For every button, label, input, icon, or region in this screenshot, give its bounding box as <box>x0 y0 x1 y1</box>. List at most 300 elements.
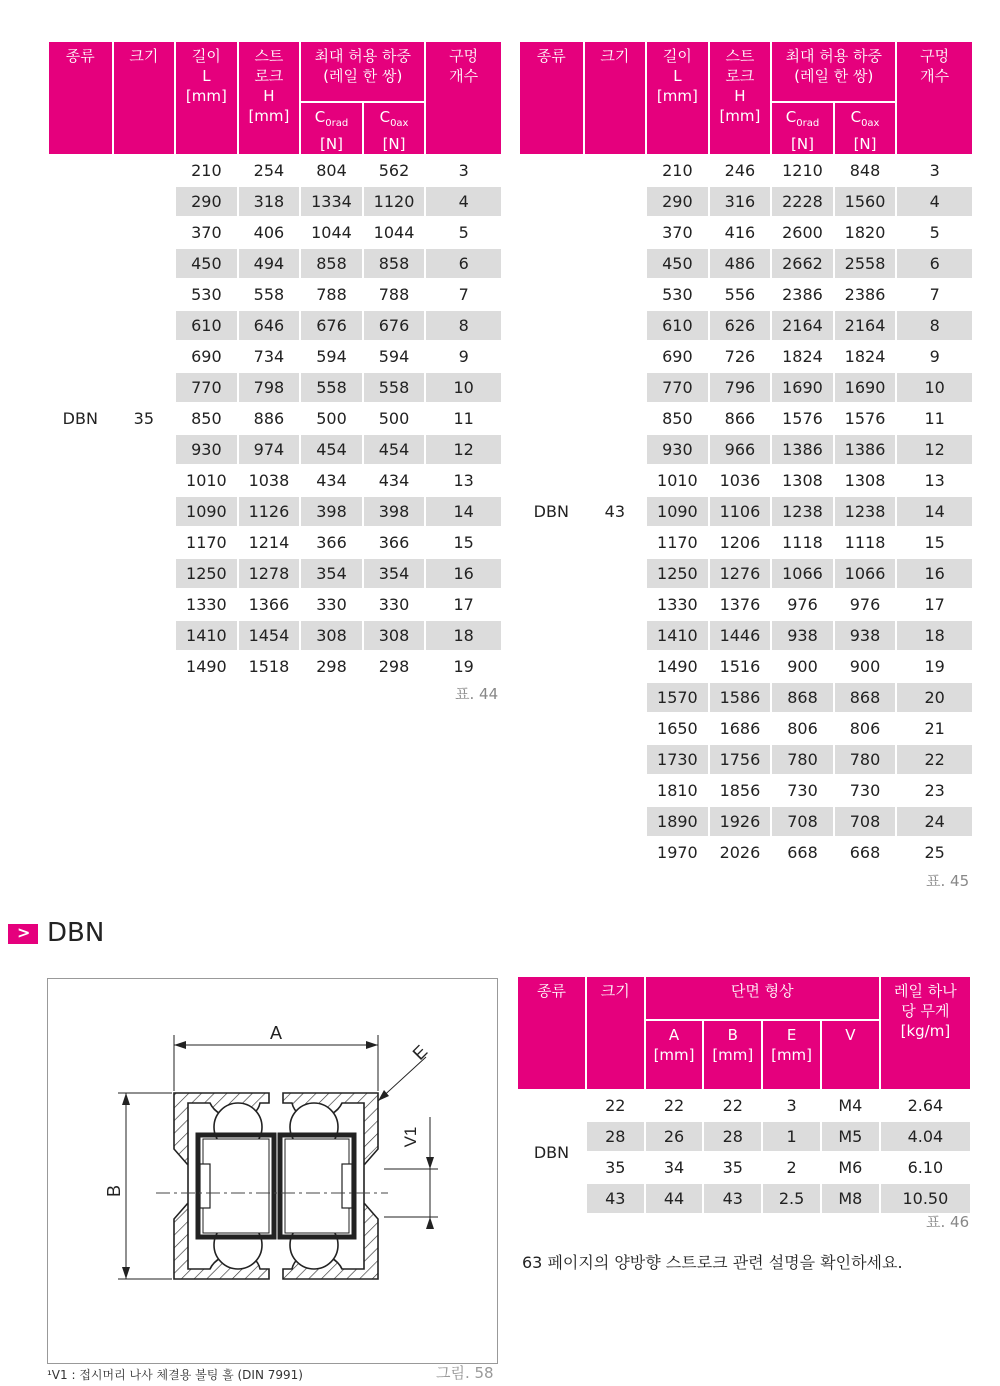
header-c0rad <box>772 103 833 154</box>
table-cell: 788 <box>364 280 425 309</box>
header-stroke-line: 로크 <box>725 67 755 85</box>
table-cell: 1366 <box>239 590 300 619</box>
header-type: 종류 <box>49 42 112 154</box>
header-stroke-line: [mm] <box>719 107 761 125</box>
header-length-line: L <box>202 67 211 85</box>
table-cell: 20 <box>897 683 972 712</box>
c-letter: C <box>379 108 391 126</box>
table-cell: M5 <box>822 1122 879 1151</box>
table-cell: 11 <box>897 404 972 433</box>
header-stroke-line: H <box>263 87 275 105</box>
header-holes <box>426 42 501 154</box>
table-cell: 318 <box>239 187 300 216</box>
table-cell: 1730 <box>647 745 708 774</box>
header-holes-line: 개수 <box>449 67 479 85</box>
table-cell: 1446 <box>710 621 771 650</box>
table-cell: 1090 <box>176 497 237 526</box>
table-cell: 1650 <box>647 714 708 743</box>
header-length-line: L <box>673 67 682 85</box>
table-cell: 1038 <box>239 466 300 495</box>
table-cell: 1376 <box>710 590 771 619</box>
header-load <box>301 42 424 101</box>
table-cell: 22 <box>704 1091 761 1120</box>
table-cell: M6 <box>822 1153 879 1182</box>
header-size: 크기 <box>587 977 644 1089</box>
header-c0ax-symbol <box>837 107 894 134</box>
table-cell: 1250 <box>176 559 237 588</box>
header-b-line: B <box>727 1025 738 1044</box>
header-holes-line: 구멍 <box>449 47 479 65</box>
table-cell: 330 <box>364 590 425 619</box>
header-c0ax-unit: [N] <box>382 135 406 153</box>
table-cell: 866 <box>710 404 771 433</box>
table-cell: 2164 <box>772 311 833 340</box>
table-cell: 1820 <box>835 218 896 247</box>
table-cell: 4 <box>897 187 972 216</box>
header-size: 크기 <box>585 42 646 154</box>
header-length-line: 길이 <box>662 47 692 65</box>
table-cell: 1036 <box>710 466 771 495</box>
table-cell: 938 <box>835 621 896 650</box>
header-c0ax-unit: [N] <box>853 135 877 153</box>
subscript: 0rad <box>796 118 820 129</box>
table-cell: 2662 <box>772 249 833 278</box>
header-length <box>647 42 708 154</box>
table-cell: 9 <box>426 342 501 371</box>
table-cell: 298 <box>301 652 362 681</box>
table-cell: 23 <box>897 776 972 805</box>
table-cell: 858 <box>301 249 362 278</box>
header-stroke <box>239 42 300 154</box>
table-cell: 450 <box>176 249 237 278</box>
table-cell: 8 <box>426 311 501 340</box>
table-cell: 1118 <box>772 528 833 557</box>
table-cell: 1824 <box>772 342 833 371</box>
table-cell: 1106 <box>710 497 771 526</box>
table-cell: 1126 <box>239 497 300 526</box>
table-cell: 330 <box>301 590 362 619</box>
table-cell: 6 <box>897 249 972 278</box>
dim-v1-label: V1 <box>401 1126 420 1148</box>
table-cell: 780 <box>835 745 896 774</box>
table-cell: 1206 <box>710 528 771 557</box>
table-cell: 5 <box>426 218 501 247</box>
table-cell: 900 <box>772 652 833 681</box>
chevron-right-icon: > <box>17 923 31 942</box>
table-cell: 2228 <box>772 187 833 216</box>
table-cell: 1066 <box>835 559 896 588</box>
table-cell: 974 <box>239 435 300 464</box>
table-cell: 2026 <box>710 838 771 867</box>
table-cell: 1066 <box>772 559 833 588</box>
table-cell: 668 <box>835 838 896 867</box>
table-cell: 900 <box>835 652 896 681</box>
table-cell: 770 <box>647 373 708 402</box>
table-cell: 500 <box>301 404 362 433</box>
header-length-line: [mm] <box>185 87 227 105</box>
cage-right-inner <box>285 1139 349 1233</box>
section-title: DBN <box>47 918 105 948</box>
table-cell: 1856 <box>710 776 771 805</box>
table-cell: M8 <box>822 1184 879 1213</box>
header-load-line: (레일 한 쌍) <box>794 67 874 85</box>
table-cell: 12 <box>897 435 972 464</box>
table-cell: 1010 <box>176 466 237 495</box>
table-cell: 558 <box>239 280 300 309</box>
table-row <box>520 156 972 185</box>
table-cell: 676 <box>364 311 425 340</box>
table-cell: 2164 <box>835 311 896 340</box>
table-cell: 868 <box>835 683 896 712</box>
dim-a-label: A <box>269 1023 283 1043</box>
header-stroke-line: [mm] <box>248 107 290 125</box>
table-cell: 858 <box>364 249 425 278</box>
header-e-line: E <box>786 1025 797 1044</box>
table-cell: 610 <box>647 311 708 340</box>
table-44-label: 표. 44 <box>455 685 499 703</box>
table-cell: 690 <box>647 342 708 371</box>
header-a <box>646 1021 703 1090</box>
table-cell: 43 <box>704 1184 761 1213</box>
table-cell: 1278 <box>239 559 300 588</box>
table-cell: 398 <box>301 497 362 526</box>
table-46 <box>516 975 972 1215</box>
table-cell: 1490 <box>647 652 708 681</box>
header-c0rad-symbol <box>774 107 831 134</box>
table-cell: 1170 <box>176 528 237 557</box>
table-cell: 18 <box>897 621 972 650</box>
table-cell: 13 <box>426 466 501 495</box>
table-row <box>518 1091 970 1120</box>
table-cell: 1576 <box>772 404 833 433</box>
table-cell: 11 <box>426 404 501 433</box>
table-cell: 290 <box>176 187 237 216</box>
dim-b-label: B <box>104 1184 124 1198</box>
table-cell: 848 <box>835 156 896 185</box>
header-stroke <box>710 42 771 154</box>
subscript: 0ax <box>861 118 880 129</box>
header-size: 크기 <box>114 42 175 154</box>
table-cell: 15 <box>897 528 972 557</box>
table-cell: 626 <box>710 311 771 340</box>
table-cell: 886 <box>239 404 300 433</box>
table-cell: 1308 <box>835 466 896 495</box>
span-cell: 35 <box>114 156 175 681</box>
table-cell: 10.50 <box>881 1184 970 1213</box>
table-cell: 3 <box>763 1091 820 1120</box>
header-stroke-line: 스트 <box>725 47 755 65</box>
figure-footnote: ¹V1 : 접시머리 나사 체결용 볼팅 홀 (DIN 7991) <box>47 1368 303 1382</box>
table-cell: 868 <box>772 683 833 712</box>
table-cell: 25 <box>897 838 972 867</box>
table-cell: 210 <box>176 156 237 185</box>
table-cell: 19 <box>897 652 972 681</box>
table-cell: 16 <box>897 559 972 588</box>
subscript: 0rad <box>325 118 349 129</box>
table-cell: 780 <box>772 745 833 774</box>
table-cell: 316 <box>710 187 771 216</box>
table-45 <box>518 40 974 869</box>
table-cell: 1686 <box>710 714 771 743</box>
table-cell: 308 <box>301 621 362 650</box>
header-section: 단면 형상 <box>646 977 879 1019</box>
table-row <box>518 1153 970 1182</box>
arrow-down-icon <box>122 1267 130 1279</box>
table-cell: 1250 <box>647 559 708 588</box>
header-stroke-line: H <box>734 87 746 105</box>
table-cell: 690 <box>176 342 237 371</box>
table-cell: 1926 <box>710 807 771 836</box>
table-cell: 770 <box>176 373 237 402</box>
table-cell: 15 <box>426 528 501 557</box>
table-cell: 2558 <box>835 249 896 278</box>
table-cell: 930 <box>647 435 708 464</box>
c-letter: C <box>314 108 326 126</box>
table-row <box>518 1184 970 1213</box>
c-letter: C <box>850 108 862 126</box>
header-type: 종류 <box>518 977 585 1089</box>
table-cell: 850 <box>647 404 708 433</box>
header-length-line: 길이 <box>191 47 221 65</box>
header-stroke-line: 로크 <box>254 67 284 85</box>
header-b <box>704 1021 761 1090</box>
table-cell: 14 <box>426 497 501 526</box>
table-cell: 730 <box>835 776 896 805</box>
table-cell: 7 <box>426 280 501 309</box>
table-cell: 1970 <box>647 838 708 867</box>
table-cell: 450 <box>647 249 708 278</box>
table-cell: 1044 <box>364 218 425 247</box>
table-cell: 1334 <box>301 187 362 216</box>
table-cell: 28 <box>587 1122 644 1151</box>
table-row <box>49 156 501 185</box>
table-cell: 976 <box>772 590 833 619</box>
table-cell: 254 <box>239 156 300 185</box>
table-cell: 1118 <box>835 528 896 557</box>
table-cell: 804 <box>301 156 362 185</box>
table-cell: 730 <box>772 776 833 805</box>
table-cell: 4.04 <box>881 1122 970 1151</box>
table-cell: 18 <box>426 621 501 650</box>
table-cell: 10 <box>426 373 501 402</box>
table-cell: 1576 <box>835 404 896 433</box>
table-cell: 530 <box>176 280 237 309</box>
table-cell: 14 <box>897 497 972 526</box>
table-cell: 594 <box>301 342 362 371</box>
table-cell: 1308 <box>772 466 833 495</box>
table-cell: 1410 <box>647 621 708 650</box>
table-cell: 4 <box>426 187 501 216</box>
table-cell: 354 <box>301 559 362 588</box>
header-stroke-line: 스트 <box>254 47 284 65</box>
table-cell: 1890 <box>647 807 708 836</box>
table-cell: 1238 <box>772 497 833 526</box>
header-load-line: 최대 허용 하중 <box>314 47 411 65</box>
table-cell: 1210 <box>772 156 833 185</box>
header-weight-line: 당 무게 <box>901 1002 950 1020</box>
arrow-e-icon <box>378 1090 389 1101</box>
table-cell: 708 <box>772 807 833 836</box>
table-cell: 1516 <box>710 652 771 681</box>
table-cell: 1570 <box>647 683 708 712</box>
header-b-line: [mm] <box>712 1045 754 1064</box>
header-e-line: [mm] <box>771 1045 813 1064</box>
arrow-left-icon <box>174 1041 186 1049</box>
table-cell: 798 <box>239 373 300 402</box>
table-cell: 796 <box>710 373 771 402</box>
table-cell: 788 <box>301 280 362 309</box>
table-cell: 308 <box>364 621 425 650</box>
header-c0rad-symbol <box>303 107 360 134</box>
table-cell: 530 <box>647 280 708 309</box>
table-cell: 416 <box>710 218 771 247</box>
dim-e-label: E <box>408 1041 432 1064</box>
table-cell: 6.10 <box>881 1153 970 1182</box>
table-cell: 3 <box>426 156 501 185</box>
table-cell: 8 <box>897 311 972 340</box>
table-cell: 1090 <box>647 497 708 526</box>
header-a-line: [mm] <box>653 1045 695 1064</box>
header-v: V <box>822 1021 879 1090</box>
table-cell: 13 <box>897 466 972 495</box>
table-cell: 1 <box>763 1122 820 1151</box>
table-cell: 22 <box>587 1091 644 1120</box>
span-cell: DBN <box>518 1091 585 1213</box>
header-c0ax <box>835 103 896 154</box>
table-cell: 562 <box>364 156 425 185</box>
header-length-line: [mm] <box>656 87 698 105</box>
header-weight-line: 레일 하나 <box>894 982 957 1000</box>
header-weight-line: [kg/m] <box>900 1022 951 1040</box>
header-load <box>772 42 895 101</box>
table-cell: 966 <box>710 435 771 464</box>
table-cell: 26 <box>646 1122 703 1151</box>
table-cell: 246 <box>710 156 771 185</box>
table-cell: 646 <box>239 311 300 340</box>
table-cell: 1330 <box>647 590 708 619</box>
table-cell: 22 <box>646 1091 703 1120</box>
table-cell: 35 <box>587 1153 644 1182</box>
table-cell: 17 <box>897 590 972 619</box>
table-cell: 9 <box>897 342 972 371</box>
table-cell: 298 <box>364 652 425 681</box>
table-cell: 2386 <box>772 280 833 309</box>
table-cell: 210 <box>647 156 708 185</box>
table-cell: 6 <box>426 249 501 278</box>
spacer-left <box>200 1164 210 1208</box>
table-44 <box>47 40 503 683</box>
table-cell: 938 <box>772 621 833 650</box>
table-cell: 558 <box>301 373 362 402</box>
table-cell: 3 <box>897 156 972 185</box>
note-text: 63 페이지의 양방향 스트로크 관련 설명을 확인하세요. <box>522 1253 903 1272</box>
table-cell: 17 <box>426 590 501 619</box>
table-cell: 594 <box>364 342 425 371</box>
table-cell: 12 <box>426 435 501 464</box>
table-cell: 19 <box>426 652 501 681</box>
table-cell: 370 <box>176 218 237 247</box>
table-cell: 1010 <box>647 466 708 495</box>
header-c0ax-symbol <box>366 107 423 134</box>
section-marker-icon <box>8 924 38 944</box>
table-cell: 1490 <box>176 652 237 681</box>
header-holes <box>897 42 972 154</box>
table-cell: 290 <box>647 187 708 216</box>
table-cell: 1170 <box>647 528 708 557</box>
table-cell: 726 <box>710 342 771 371</box>
table-cell: 1586 <box>710 683 771 712</box>
table-cell: 668 <box>772 838 833 867</box>
table-cell: 366 <box>364 528 425 557</box>
table-cell: 558 <box>364 373 425 402</box>
table-cell: 734 <box>239 342 300 371</box>
table-46-label: 표. 46 <box>926 1213 970 1231</box>
span-cell: 43 <box>585 156 646 867</box>
table-cell: 43 <box>587 1184 644 1213</box>
subscript: 0ax <box>390 118 409 129</box>
table-cell: 1824 <box>835 342 896 371</box>
table-cell: 1690 <box>835 373 896 402</box>
table-cell: 930 <box>176 435 237 464</box>
table-cell: 1756 <box>710 745 771 774</box>
table-cell: 1386 <box>772 435 833 464</box>
table-cell: 398 <box>364 497 425 526</box>
table-cell: 434 <box>301 466 362 495</box>
arrow-down-icon <box>426 1157 434 1169</box>
cage-left-inner <box>203 1139 269 1233</box>
table-cell: 370 <box>647 218 708 247</box>
table-cell: 486 <box>710 249 771 278</box>
table-cell: 1690 <box>772 373 833 402</box>
table-cell: 976 <box>835 590 896 619</box>
table-cell: 500 <box>364 404 425 433</box>
header-type: 종류 <box>520 42 583 154</box>
table-cell: 1810 <box>647 776 708 805</box>
table-cell: 44 <box>646 1184 703 1213</box>
table-cell: 1454 <box>239 621 300 650</box>
table-cell: 28 <box>704 1122 761 1151</box>
table-cell: 1410 <box>176 621 237 650</box>
table-cell: 434 <box>364 466 425 495</box>
table-cell: 35 <box>704 1153 761 1182</box>
table-cell: 406 <box>239 218 300 247</box>
table-cell: 708 <box>835 807 896 836</box>
header-load-line: (레일 한 쌍) <box>323 67 403 85</box>
table-cell: 2 <box>763 1153 820 1182</box>
table-cell: 10 <box>897 373 972 402</box>
header-c0rad <box>301 103 362 154</box>
header-c0ax <box>364 103 425 154</box>
span-cell: DBN <box>520 156 583 867</box>
table-cell: M4 <box>822 1091 879 1120</box>
arrow-up-icon <box>122 1093 130 1105</box>
table-cell: 1044 <box>301 218 362 247</box>
table-cell: 850 <box>176 404 237 433</box>
arrow-right-icon <box>366 1041 378 1049</box>
header-a-line: A <box>668 1025 680 1044</box>
c-letter: C <box>785 108 797 126</box>
cross-section-drawing <box>48 979 497 1363</box>
cross-section-figure <box>47 978 498 1364</box>
table-45-label: 표. 45 <box>926 872 970 890</box>
table-cell: 34 <box>646 1153 703 1182</box>
spacer-right <box>342 1164 352 1208</box>
table-cell: 21 <box>897 714 972 743</box>
table-cell: 16 <box>426 559 501 588</box>
table-cell: 454 <box>364 435 425 464</box>
table-cell: 454 <box>301 435 362 464</box>
table-cell: 1120 <box>364 187 425 216</box>
